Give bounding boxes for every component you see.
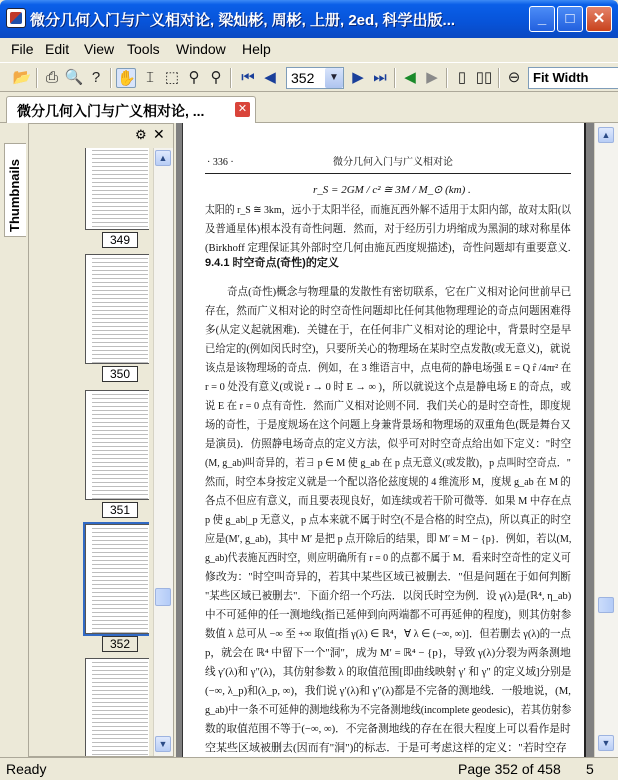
open-icon[interactable]: 📂 [12, 69, 32, 86]
document-tab-strip [0, 93, 618, 123]
section-heading: 9.4.1 时空奇点(奇性)的定义 [205, 257, 339, 269]
next-page-icon[interactable]: ▶ [352, 69, 364, 86]
text-line: 该点是该物理场的奇点．例如，在 3 维语言中，点电荷的静电场强 E = Q r̂ /4πr² 在 [205, 362, 572, 374]
text-line: "某些区域已被删去"．下面介绍一个巧法．以闵氏时空为例．设 γ(λ)是(ℝ⁴, η_ab) [205, 590, 572, 602]
thumbnail-page-image [85, 254, 149, 364]
scroll-down-icon[interactable]: ▼ [155, 736, 171, 752]
text-line: 线 γ′(λ)和 γ″(λ)，其仿射参数 λ 的取值范围[即曲线映射 γ′ 和 γ″ 的定义域]分别是 [205, 666, 572, 678]
thumbnail-page-number: 352 [102, 636, 138, 652]
last-page-icon[interactable]: ⏭ [373, 69, 387, 86]
hand-tool-icon[interactable]: ✋ [117, 70, 136, 87]
facing-pages-icon[interactable]: ▯▯ [475, 69, 493, 86]
close-icon[interactable]: ✕ [153, 126, 165, 142]
zoom-out-icon[interactable]: ⊖ [507, 69, 521, 86]
print-icon[interactable]: ⎙ [45, 69, 58, 86]
text-line: p，就会在 ℝ⁴ 中留下一个"洞"，成为 M′ = ℝ⁴ − {p}，导致 γ(λ)分裂为两条测地 [205, 647, 571, 659]
zoom-rect-icon[interactable]: ⚲ [210, 69, 222, 86]
text-line: (Birkhoff 定理保证其外部时空几何由施瓦西度规描述)，奇性问题却有重要意义. [205, 242, 571, 254]
zoom-icon[interactable]: ⚲ [188, 69, 200, 86]
toolbar [0, 62, 618, 92]
text-line: 空某些区域被删去(因而有"洞")的标志．于是可考虑这样的定义："若时空存 [205, 742, 567, 754]
text-line: 中不可延伸的任一测地线(指已延伸到向两端都不可再延伸的程度)，则其仿射参 [205, 609, 572, 621]
text-line: 应是(M′, g_ab)，其中 M′ 是把 p 点开除后的结果，即 M′ = M − {p}．例如，若以(M, [205, 533, 572, 545]
title-bar [0, 0, 618, 38]
text-line: 然而，时空本身按定义就是一个配以洛伦兹度规的 4 维流形 M，度规 g_ab 在 M 的 [205, 476, 571, 488]
text-line: 太阳的 r_S ≅ 3km，远小于太阳半径，而施瓦西外解不适用于太阳内部，故对太阳(以 [205, 204, 571, 216]
first-page-icon[interactable]: ⏮ [241, 69, 255, 86]
help-icon[interactable]: ? [91, 69, 101, 86]
menu-help[interactable]: Help [242, 41, 271, 57]
text-line: p 使 g_ab|_p 无意义，p 点本来就不属于时空(不是合格的时空点)，所以真正的时空 [205, 514, 571, 526]
menu-file[interactable]: File [11, 41, 34, 57]
text-line: r = 0 处没有意义(或说 r → 0 时 E → ∞ )，所以就说这个点是静电场 E 的奇点，或 [205, 381, 571, 393]
thumbnails-tab-label: Thumbnails [7, 159, 22, 232]
text-line: 数的取值范围不等于(−∞, ∞)．不完备测地线的存在在很大程度上可以看作是时 [205, 723, 571, 735]
toolbar-separator [394, 68, 396, 88]
scroll-down-icon[interactable]: ▼ [598, 735, 614, 751]
text-line: 奇点(奇性)概念与物理量的发散性有密切联系，它在广义相对论问世前早已 [227, 286, 572, 298]
page-header-title: 微分几何入门与广义相对论 [333, 157, 453, 168]
thumbnail-page-image [85, 390, 149, 500]
thumbnail-page-image [85, 148, 149, 230]
forward-icon[interactable]: ▶ [426, 69, 438, 86]
thumbnail-350[interactable] [85, 254, 149, 382]
menu-edit[interactable]: Edit [45, 41, 70, 57]
thumbnail-page-image [85, 658, 149, 756]
window-title: 微分几何入门与广义相对论, 梁灿彬, 周彬, 上册, 2ed, 科学出版... [30, 12, 456, 29]
document-tab[interactable] [6, 96, 256, 123]
status-page-indicator: Page 352 of 458 [458, 761, 561, 777]
menu-window[interactable]: Window [176, 41, 226, 57]
status-text: Ready [6, 761, 47, 777]
text-line: 各点不但应有意义，而且要表现良好，如连续或若干阶可微等．如果 M 中存在点 [205, 495, 572, 507]
text-line: 数值 λ 总可从 −∞ 至 +∞ 取值[指 γ(λ) ∈ ℝ⁴，∀ λ ∈ (−∞, ∞)]．但若删去 γ(λ)的一点 [205, 628, 571, 640]
app-icon [6, 8, 26, 28]
text-select-icon[interactable]: 𝙸 [144, 69, 156, 86]
menu-tools[interactable]: Tools [127, 41, 160, 57]
toolbar-separator [498, 68, 500, 88]
gear-icon[interactable]: ⚙ [135, 127, 147, 142]
scroll-up-icon[interactable]: ▲ [598, 127, 614, 143]
thumbnail-page-number: 350 [102, 366, 138, 382]
close-tab-icon[interactable]: ✕ [235, 102, 250, 117]
search-doc-icon[interactable]: 🔍 [64, 69, 84, 86]
menu-bar [0, 38, 618, 60]
thumbnail-352[interactable] [85, 524, 149, 652]
single-page-icon[interactable]: ▯ [457, 69, 467, 86]
prev-page-icon[interactable]: ◀ [264, 69, 276, 86]
page-header-number: · 336 · [207, 157, 234, 168]
text-line: (−∞, λ_p)和(λ_p, ∞)，我们说 γ′(λ)和 γ″(λ)都是不完备的测地线．一般地说，(M, [205, 685, 571, 697]
zoom-select[interactable]: Fit Width [528, 67, 618, 89]
thumbnails-tab[interactable] [4, 143, 26, 237]
text-line: 已给定的(例如闵氏时空)，只要所关心的物理场在某时空点发散(或无意义)，就说 [205, 343, 571, 355]
thumbnail-scrollbar[interactable] [153, 148, 173, 756]
thumbnail-353[interactable] [85, 658, 149, 756]
toolbar-separator [36, 68, 38, 88]
thumbnails-panel [28, 123, 174, 757]
scrollbar-thumb[interactable] [598, 597, 614, 613]
minimize-button[interactable]: _ [529, 6, 555, 32]
text-line: g_ab)代表施瓦西时空，则应明确所有 r = 0 的点都不属于 M．看来时空奇性的定义可 [205, 552, 571, 564]
text-line: 是演员)．仿照静电场奇点的定义方法，似乎可对时空奇点给出如下定义："时空 [205, 438, 572, 450]
scrollbar-thumb[interactable] [155, 588, 171, 606]
thumbnail-page-number: 351 [102, 502, 138, 518]
document-scrollbar[interactable] [594, 123, 618, 757]
thumbnail-page-image [85, 524, 149, 634]
toolbar-separator [230, 68, 232, 88]
text-line: 修改为："时空叫奇异的，若其中某些区域已被删去．"但是问题在于如何判断 [205, 571, 571, 583]
document-page [182, 123, 586, 757]
text-line: g_ab)中一条不可延伸的测地线称为不完备测地线(incomplete geodesic)，若其仿射参 [205, 704, 572, 716]
status-bar [0, 757, 618, 780]
document-view [176, 123, 594, 757]
header-rule [205, 173, 571, 174]
back-icon[interactable]: ◀ [404, 69, 416, 86]
close-button[interactable]: ✕ [586, 6, 612, 32]
thumbnail-page-number: 349 [102, 232, 138, 248]
text-line: 场的奇性，于是度规场在这个问题上身兼背景场和物理场的双重角色(既是舞台又 [205, 419, 571, 431]
scroll-up-icon[interactable]: ▲ [155, 150, 171, 166]
toolbar-separator [110, 68, 112, 88]
text-line: 及普通星体)根本没有奇性问题．然而，对于经历引力坍缩成为黑洞的球对称星体 [205, 223, 571, 235]
text-line: 多(从定义起就困难)．关键在于，在任何非广义相对论的理论中，背景时空是早 [205, 324, 572, 336]
text-line: (M, g_ab)叫奇异的，若∃ p ∈ M 使 g_ab 在 p 点无意义(或发散)，p 点叫时空奇点．" [205, 457, 571, 469]
text-line: 存在，然而广义相对论的时空奇性问题却比任何其他物理理论的奇点问题困难得 [205, 305, 571, 317]
thumbnail-351[interactable] [85, 390, 149, 518]
document-tab-label: 微分几何入门与广义相对论, ... [17, 103, 205, 119]
text-line: 说 E 在 r = 0 点有奇性．然而广义相对论则不同．我们关心的是时空奇性，即度规 [205, 400, 571, 412]
maximize-button[interactable]: □ [557, 6, 583, 32]
page-number-select[interactable]: 352 [286, 67, 344, 89]
status-extra: 5 [586, 761, 594, 777]
toolbar-separator [446, 68, 448, 88]
formula: r_S = 2GM / c² ≅ 3M / M_⊙ (km) . [313, 184, 471, 196]
side-tab-strip [0, 123, 28, 757]
menu-view[interactable]: View [84, 41, 115, 57]
rect-select-icon[interactable]: ⬚ [164, 69, 180, 86]
thumbnail-349[interactable] [85, 148, 149, 248]
thumbnail-list [33, 148, 149, 756]
chevron-down-icon[interactable]: ▼ [325, 68, 343, 88]
